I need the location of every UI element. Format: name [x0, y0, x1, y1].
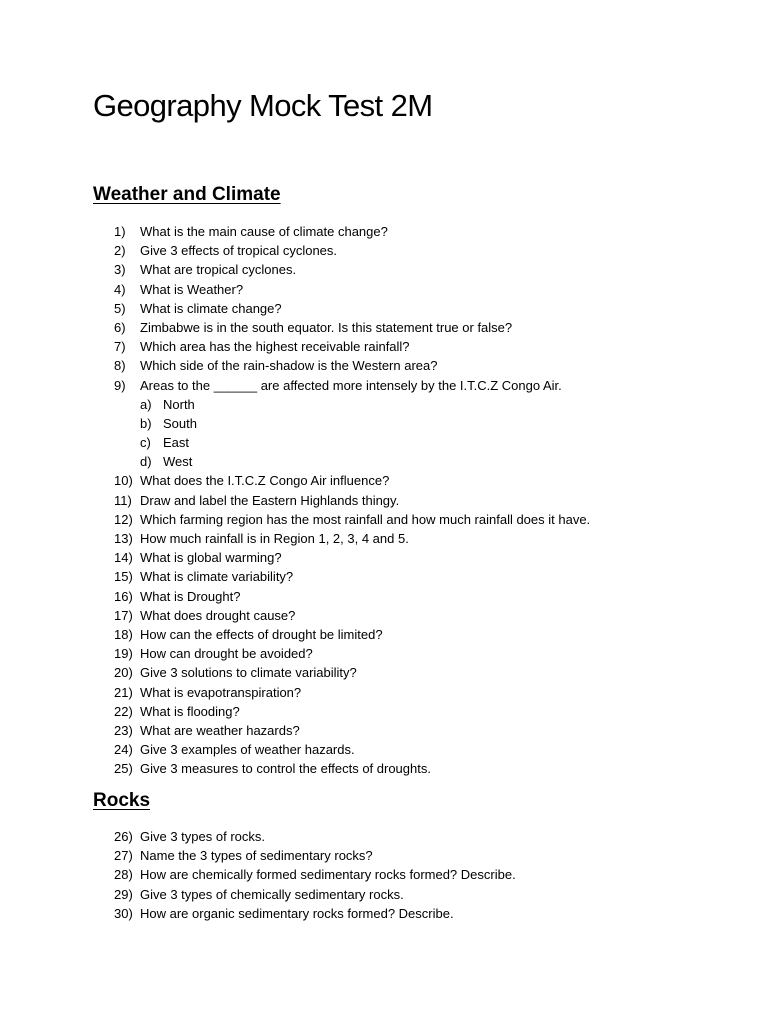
question-text: Areas to the ______ are affected more intensely by the I.T.C.Z Congo Air. [140, 377, 562, 393]
question-list-weather-and-climate [0, 222, 768, 778]
question-number: 29) [114, 886, 133, 902]
question-text: What does the I.T.C.Z Congo Air influence? [140, 473, 390, 489]
question-item [0, 587, 768, 606]
question-number: 5) [114, 300, 126, 316]
question-text: Give 3 types of rocks. [140, 829, 265, 844]
question-item [0, 827, 768, 846]
question-text: Which farming region has the most rainfall and how much rainfall does it have. [140, 511, 591, 527]
question-item [0, 721, 768, 740]
question-text: How much rainfall is in Region 1, 2, 3, 4 and 5. [140, 531, 409, 546]
question-item [0, 865, 768, 884]
question-item [0, 318, 768, 337]
section-heading-rocks: Rocks [93, 790, 151, 811]
question-number: 24) [114, 742, 133, 758]
question-item [0, 471, 768, 490]
question-item [0, 885, 768, 904]
question-text: Give 3 types of chemically sedimentary rocks. [140, 886, 404, 902]
question-item [0, 529, 768, 548]
question-list-rocks [0, 827, 768, 923]
question-text: What is flooding? [140, 703, 240, 719]
question-text: How can the effects of drought be limited? [140, 626, 383, 642]
question-number: 30) [114, 905, 133, 921]
option-letter: c) [140, 435, 151, 451]
question-number: 15) [114, 569, 133, 585]
question-number: 8) [114, 358, 126, 374]
option-letter: a) [140, 396, 152, 412]
question-number: 23) [114, 722, 133, 738]
question-text: How are chemically formed sedimentary rocks formed? Describe. [140, 867, 516, 883]
question-item [0, 663, 768, 682]
question-text: What are weather hazards? [140, 722, 300, 738]
question-item [0, 625, 768, 644]
question-text: Draw and label the Eastern Highlands thingy. [140, 492, 400, 508]
question-text: What is Weather? [140, 281, 244, 297]
question-text: What are tropical cyclones. [140, 262, 297, 278]
question-number: 22) [114, 703, 133, 719]
question-number: 6) [114, 319, 126, 335]
question-number: 26) [114, 829, 133, 844]
question-number: 20) [114, 665, 133, 681]
question-text: What is the main cause of climate change? [140, 224, 388, 239]
question-item [0, 260, 768, 279]
question-item [0, 846, 768, 865]
question-number: 1) [114, 224, 126, 239]
question-item [0, 904, 768, 923]
option-text: North [163, 396, 195, 412]
question-text: What is global warming? [140, 550, 282, 566]
question-number: 9) [114, 377, 126, 393]
question-item [0, 702, 768, 721]
option-text: East [163, 435, 190, 451]
question-number: 16) [114, 588, 133, 604]
question-item [0, 548, 768, 567]
question-item [0, 337, 768, 356]
question-text: Which area has the highest receivable rainfall? [140, 339, 410, 355]
question-text: What is evapotranspiration? [140, 684, 302, 700]
section-heading-weather-and-climate: Weather and Climate [93, 184, 281, 205]
question-text: What is climate change? [140, 300, 282, 316]
question-number: 2) [114, 243, 126, 259]
question-item [0, 606, 768, 625]
question-text: What is Drought? [140, 588, 241, 604]
answer-option [0, 395, 768, 414]
option-text: West [163, 454, 193, 470]
question-item [0, 644, 768, 663]
question-number: 12) [114, 511, 133, 527]
question-item [0, 683, 768, 702]
question-text: Give 3 examples of weather hazards. [140, 742, 355, 758]
question-text: Which side of the rain-shadow is the Western area? [140, 358, 438, 374]
question-number: 13) [114, 531, 133, 546]
question-number: 27) [114, 848, 133, 864]
option-letter: d) [140, 454, 152, 470]
answer-option [0, 414, 768, 433]
question-item [0, 280, 768, 299]
question-text: Give 3 solutions to climate variability? [140, 665, 357, 681]
question-text: What is climate variability? [140, 569, 294, 585]
question-number: 28) [114, 867, 133, 883]
question-number: 3) [114, 262, 126, 278]
question-text: Give 3 measures to control the effects of droughts. [140, 761, 431, 777]
question-item [0, 241, 768, 260]
question-number: 7) [114, 339, 126, 355]
question-number: 18) [114, 626, 133, 642]
question-text: How can drought be avoided? [140, 646, 313, 662]
question-number: 25) [114, 761, 133, 777]
question-number: 19) [114, 646, 133, 662]
question-number: 14) [114, 550, 133, 566]
question-item [0, 376, 768, 395]
question-item [0, 299, 768, 318]
question-item [0, 740, 768, 759]
question-text: How are organic sedimentary rocks formed? Describe. [140, 905, 454, 921]
answer-option [0, 452, 768, 471]
answer-option [0, 433, 768, 452]
question-number: 4) [114, 281, 126, 297]
question-item [0, 491, 768, 510]
question-item [0, 510, 768, 529]
question-number: 17) [114, 607, 133, 623]
question-text: Give 3 effects of tropical cyclones. [140, 243, 338, 259]
option-letter: b) [140, 415, 152, 431]
question-item [0, 567, 768, 586]
question-text: What does drought cause? [140, 607, 296, 623]
question-item [0, 759, 768, 778]
document-title: Geography Mock Test 2M [93, 88, 433, 123]
question-number: 21) [114, 684, 133, 700]
question-number: 10) [114, 473, 133, 489]
question-text: Name the 3 types of sedimentary rocks? [140, 848, 373, 864]
question-number: 11) [114, 492, 132, 508]
option-text: South [163, 415, 197, 431]
question-item [0, 222, 768, 241]
question-text: Zimbabwe is in the south equator. Is this statement true or false? [140, 319, 513, 335]
question-item [0, 356, 768, 375]
